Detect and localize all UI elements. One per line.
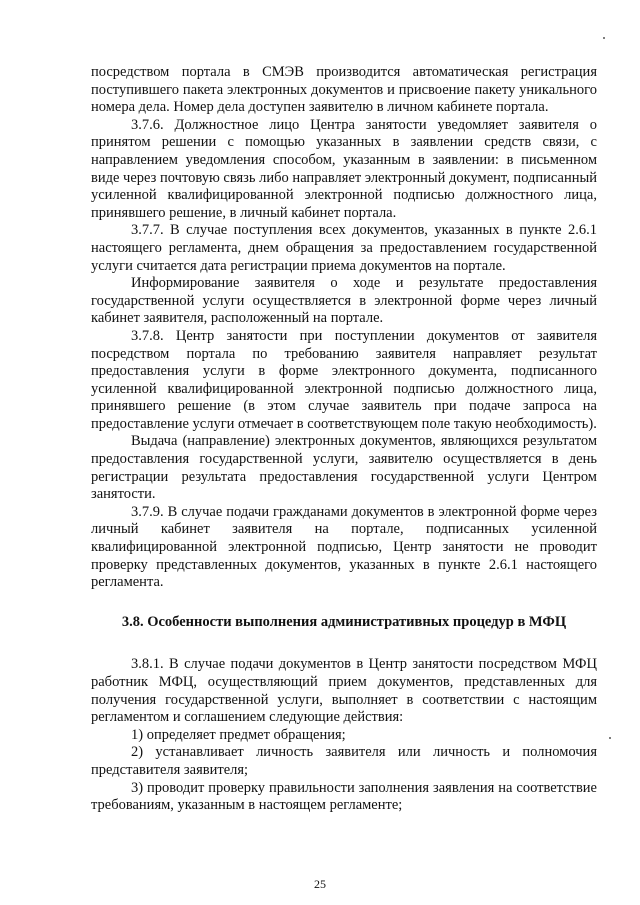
page-number: 25	[314, 877, 326, 891]
paragraph-3-8-1: 3.8.1. В случае подачи документов в Центр занятости посредством МФЦ работник МФЦ, осуществляющий прием документов, представленных для получения государственной услуги, выполняет в соответствии с настоящим регламентом и соглашением следующие действия:	[91, 656, 597, 726]
list-item-3: 3) проводит проверку правильности заполнения заявления на соответствие требованиям, указанным в настоящем регламенте;	[91, 779, 597, 814]
paragraph-issuance: Выдача (направление) электронных документов, являющихся результатом предоставления государственной услуги, заявителю осуществляется в день регистрации результата предоставления государственной услуги Центром занятости.	[91, 433, 597, 503]
paragraph-3-7-9: 3.7.9. В случае подачи гражданами документов в электронной форме через личный кабинет заявителя на портале, подписанных усиленной квалифицированной электронной подписью, Центр занятости не проводит проверку представленных документов, указанных в пункте 2.6.1 настоящего регламента.	[91, 503, 597, 591]
paragraph-continuation: посредством портала в СМЭВ производится автоматическая регистрация поступившего пакета электронных документов и присвоение пакету уникального номера дела. Номер дела доступен заявителю в личном кабинете портала.	[91, 64, 597, 116]
paragraph-3-7-6: 3.7.6. Должностное лицо Центра занятости уведомляет заявителя о принятом решении с помощью указанных в заявлении средств связи, с направлением уведомления способом, указанным в заявлении: в письменном виде через почтовую связь либо направляет электронный документ, подписанный усиленной квалифицированной электронной подписью должностного лица, принявшего решение, в личный кабинет портала.	[91, 116, 597, 221]
section-heading: 3.8. Особенности выполнения административных процедур в МФЦ	[121, 613, 567, 630]
paragraph-3-7-7: 3.7.7. В случае поступления всех документов, указанных в пункте 2.6.1 настоящего регламента, днем обращения за предоставлением государственной услуги считается дата регистрации приема документов на портале.	[91, 222, 597, 274]
scan-speck	[603, 37, 605, 39]
paragraph-informing: Информирование заявителя о ходе и результате предоставления государственной услуги осуществляется в электронной форме через личный кабинет заявителя, расположенный на портале.	[91, 275, 597, 327]
document-body	[91, 64, 597, 815]
list-item-1: 1) определяет предмет обращения;	[131, 726, 346, 743]
scan-speck	[609, 737, 611, 739]
paragraph-3-7-8: 3.7.8. Центр занятости при поступлении документов от заявителя посредством портала по требованию заявителя направляет результат предоставления услуги в форме электронного документа, подписанного усиленной квалифицированной электронной подписью должностного лица, принявшего решение (в этом случае заявитель при подаче запроса на предоставление услуги отмечает в соответствующем поле такую необходимость).	[91, 327, 597, 432]
list-item-2: 2) устанавливает личность заявителя или личность и полномочия представителя заявителя;	[91, 744, 597, 778]
